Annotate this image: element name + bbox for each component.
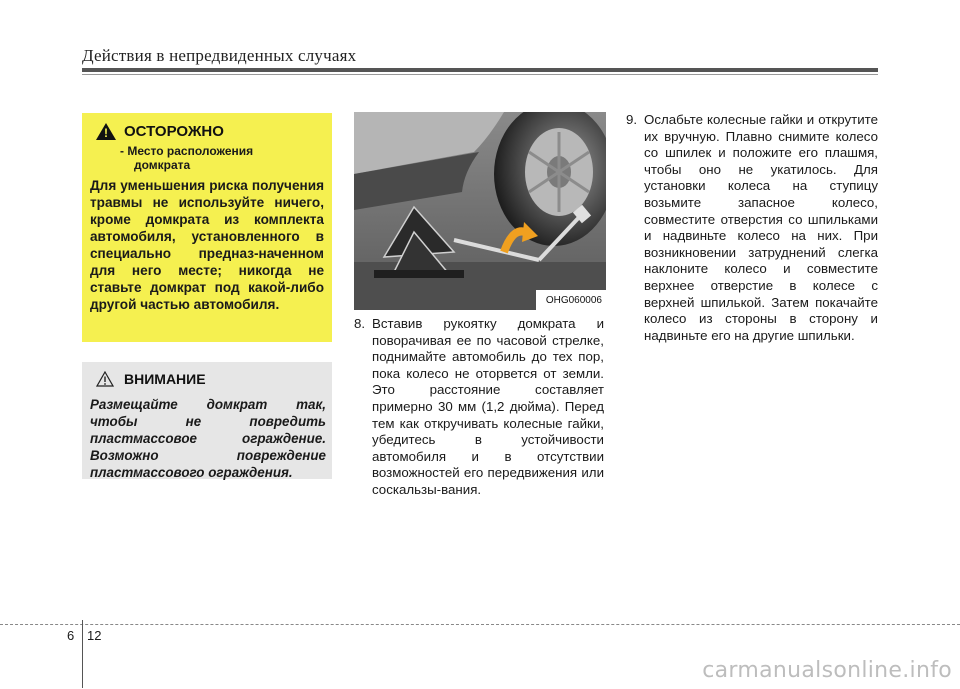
header-rule-thin <box>82 74 878 75</box>
page-number: 12 <box>87 628 102 643</box>
notice-title: ВНИМАНИЕ <box>124 371 206 387</box>
jack-photo-drawing <box>354 112 606 310</box>
section-number: 6 <box>67 628 75 643</box>
header-rule <box>82 68 878 72</box>
watermark: carmanualsonline.info <box>702 658 952 683</box>
notice-box <box>82 362 332 479</box>
warning-title: ОСТОРОЖНО <box>124 123 224 140</box>
warning-subtitle <box>120 144 320 172</box>
footer-divider <box>0 624 960 625</box>
jack-illustration <box>354 112 606 310</box>
step-number: 8. <box>354 316 366 331</box>
notice-header <box>96 371 206 387</box>
caution-triangle-icon <box>96 371 114 387</box>
step-number: 9. <box>626 112 638 127</box>
page-header-title: Действия в непредвиденных случаях <box>82 46 357 65</box>
step-text: Вставив рукоятку домкрата и поворачивая ее по часовой стрелке, поднимайте автомобиль до тех пор, пока колесо не оторвется от земли. Это расстояние составляет примерно 30 мм (1,2 дюйма). Перед тем как откручивать колесные гайки, убедитесь в устойчивости автомобиля и в отсутствии возможностей его передвижения или соскальзы-вания. <box>372 316 604 497</box>
footer-vertical-line <box>82 620 83 688</box>
figure-caption: OHG060006 <box>545 295 602 306</box>
warning-header <box>96 123 224 140</box>
warning-box <box>82 113 332 342</box>
warning-body: Для уменьшения риска получения травмы не используйте ничего, кроме домкрата из комплекта автомобиля, установленного в специально предназ-наченном для него месте; никогда не ставьте домкрат под какой-либо другой частью автомобиля. <box>90 178 324 312</box>
warning-subtitle-line1: - Место расположения <box>120 144 254 158</box>
step-9 <box>626 112 878 344</box>
step-8 <box>354 316 604 499</box>
step-text: Ослабьте колесные гайки и открутите их вручную. Плавно снимите колесо со шпилек и положите его плашмя, чтобы оно не укатилось. Для установки колеса на ступицу возьмите запасное колесо, совместите отверстия со шпильками и надвиньте колесо на них. При возникновении затруднений слегка наклоните колесо и совместите верхнее отверстие в колесе с верхней шпилькой. Затем покачайте колесо из стороны в сторону и надвиньте его на другие шпильки. <box>644 112 878 343</box>
warning-subtitle-line2: домкрата <box>134 158 191 172</box>
notice-body: Размещайте домкрат так, чтобы не повредить пластмассовое ограждение. Возможно повреждение пластмассового ограждения. <box>90 397 326 480</box>
warning-triangle-icon: ! <box>96 123 116 140</box>
